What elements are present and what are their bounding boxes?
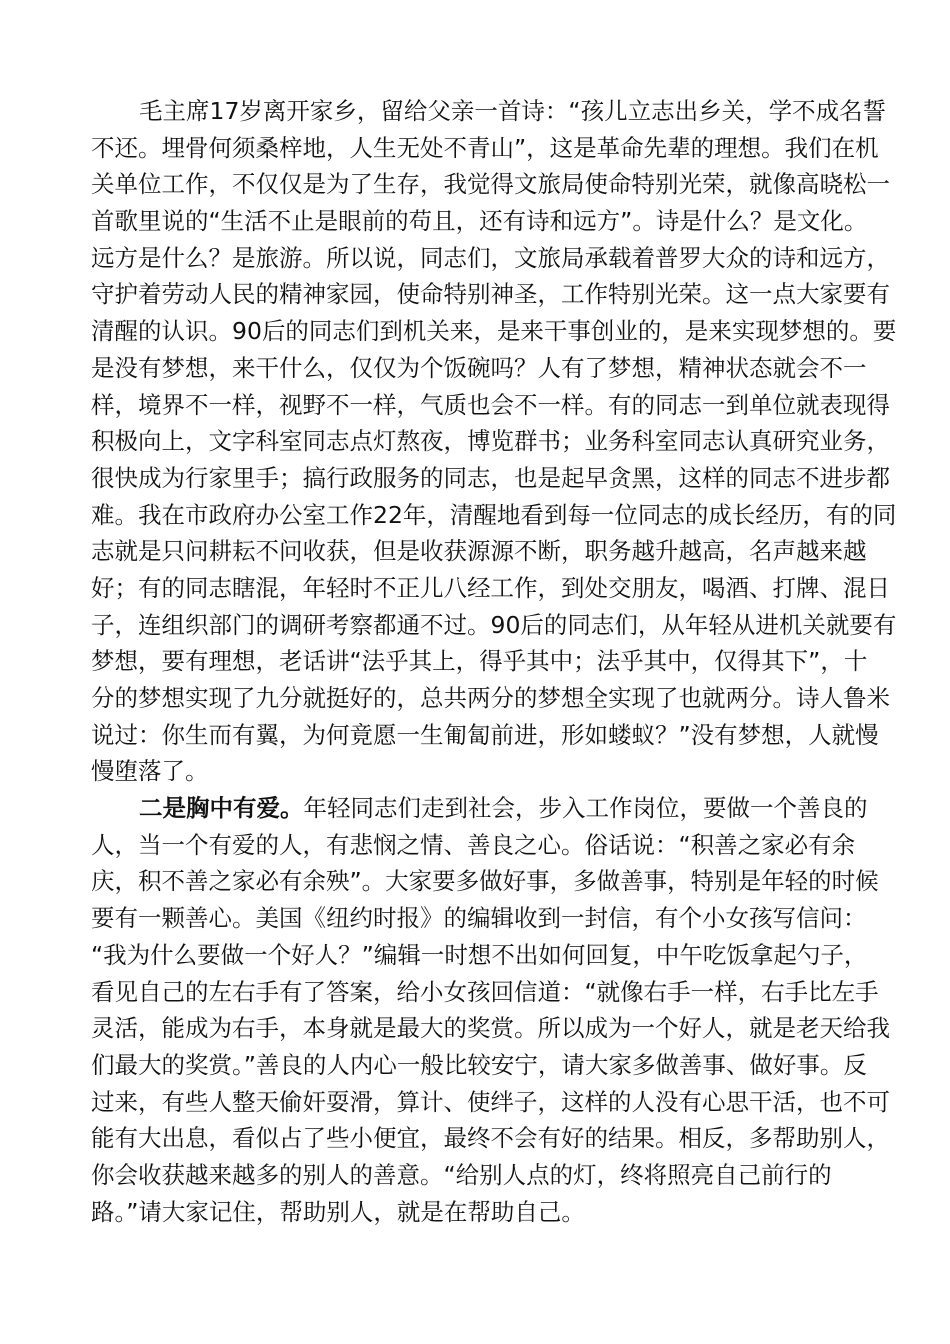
text-line (91, 643, 868, 680)
text-line (91, 240, 890, 277)
paragraph (91, 93, 897, 790)
text-line (91, 460, 890, 497)
text-line (91, 790, 868, 827)
text-line (91, 93, 887, 130)
line-text: 慢堕落了。 (91, 757, 209, 786)
line-text: 们最大的奖赏。”善良的人内心一般比较安宁，请大家多做善事、做好事。反 (91, 1050, 867, 1079)
line-text: 很快成为行家里手；搞行政服务的同志，也是起早贪黑，这样的同志不进步都 (91, 463, 890, 492)
paragraph (91, 790, 890, 1230)
text-line (91, 1047, 867, 1084)
line-text: 年轻同志们走到社会，步入工作岗位，要做一个善良的 (303, 794, 868, 823)
line-text: 关单位工作，不仅仅是为了生存，我觉得文旅局使命特别光荣，就像高晓松一 (91, 170, 890, 199)
text-line (91, 533, 867, 570)
text-line (91, 974, 879, 1011)
text-line (91, 276, 890, 313)
text-line (91, 1157, 858, 1194)
line-text: 子，连组织部门的调研考察都通不过。90后的同志们，从年轻从进机关就要有 (91, 610, 897, 639)
line-text: 你会收获越来越多的别人的善意。“给别人点的灯，终将照亮自己前行的 (91, 1160, 832, 1189)
text-line (91, 717, 879, 754)
text-line (91, 166, 890, 203)
line-text: 庆，积不善之家必有余殃”。大家要多做好事，多做善事，特别是年轻的时候 (91, 867, 879, 896)
line-text: 过来，有些人整天偷奸耍滑，算计、使绊子，这样的人没有心思干活，也不可 (91, 1087, 890, 1116)
text-line (91, 863, 879, 900)
text-line (91, 680, 890, 717)
line-text: 好；有的同志瞎混，年轻时不正儿八经工作，到处交朋友，喝酒、打牌、混日 (91, 573, 890, 602)
text-line (91, 130, 879, 167)
text-line (91, 827, 858, 864)
line-text: 人，当一个有爱的人，有悲悯之情、善良之心。俗话说：“积善之家必有余 (91, 830, 856, 859)
line-text: 是没有梦想，来干什么，仅仅为个饭碗吗？人有了梦想，精神状态就会不一 (91, 353, 867, 382)
text-line (91, 387, 890, 424)
text-line (91, 753, 858, 790)
line-text: 路。”请大家记住，帮助别人，就是在帮助自己。 (91, 1197, 585, 1226)
line-text: 梦想，要有理想，老话讲“法乎其上，得乎其中；法乎其中，仅得其下”，十 (91, 647, 868, 676)
line-text: 看见自己的左右手有了答案，给小女孩回信道：“就像右手一样，右手比左手 (91, 977, 879, 1006)
line-text: 清醒的认识。90后的同志们到机关来，是来干事创业的，是来实现梦想的。要 (91, 317, 897, 346)
line-text: 积极向上，文字科室同志点灯熬夜，博览群书；业务科室同志认真研究业务， (91, 427, 890, 456)
text-line (91, 423, 890, 460)
text-line (91, 900, 867, 937)
line-text: 远方是什么？是旅游。所以说，同志们，文旅局承载着普罗大众的诗和远方， (91, 243, 890, 272)
text-line (91, 350, 867, 387)
text-line (91, 203, 868, 240)
text-line (91, 1084, 890, 1121)
line-text: 不还。埋骨何须桑梓地，人生无处不青山”，这是革命先辈的理想。我们在机 (91, 133, 879, 162)
line-text: 志就是只问耕耘不问收获，但是收获源源不断，职务越升越高，名声越来越 (91, 537, 867, 566)
line-text: “我为什么要做一个好人？”编辑一时想不出如何回复，中午吃饭拿起勺子， (91, 940, 868, 969)
document-page (91, 93, 897, 1230)
line-text: 分的梦想实现了九分就挺好的，总共两分的梦想全实现了也就两分。诗人鲁米 (91, 684, 890, 712)
line-text: 灵活，能成为右手，本身就是最大的奖赏。所以成为一个好人，就是老天给我 (91, 1014, 890, 1043)
line-text: 难。我在市政府办公室工作22年，清醒地看到每一位同志的成长经历，有的同 (91, 500, 897, 529)
text-line (91, 497, 897, 534)
line-text: 要有一颗善心。美国《纽约时报》的编辑收到一封信，有个小女孩写信问： (91, 904, 867, 933)
line-text: 首歌里说的“生活不止是眼前的苟且，还有诗和远方”。诗是什么？是文化。 (91, 207, 868, 236)
text-line (91, 570, 890, 607)
text-line (91, 1010, 890, 1047)
text-line (91, 313, 897, 350)
line-text: 毛主席17岁离开家乡，留给父亲一首诗：“孩儿立志出乡关，学不成名誓 (139, 97, 887, 125)
line-text: 守护着劳动人民的精神家园，使命特别神圣，工作特别光荣。这一点大家要有 (91, 280, 890, 309)
line-text: 样，境界不一样，视野不一样，气质也会不一样。有的同志一到单位就表现得 (91, 390, 890, 419)
text-line (91, 1194, 858, 1231)
line-text: 说过：你生而有翼，为何竟愿一生匍匐前进，形如蝼蚁？”没有梦想，人就慢 (91, 720, 879, 749)
paragraph-heading: 二是胸中有爱。 (139, 794, 304, 823)
text-line (91, 607, 897, 644)
text-line (91, 937, 868, 974)
line-text: 能有大出息，看似占了些小便宜，最终不会有好的结果。相反，多帮助别人， (91, 1124, 890, 1153)
text-line (91, 1120, 890, 1157)
